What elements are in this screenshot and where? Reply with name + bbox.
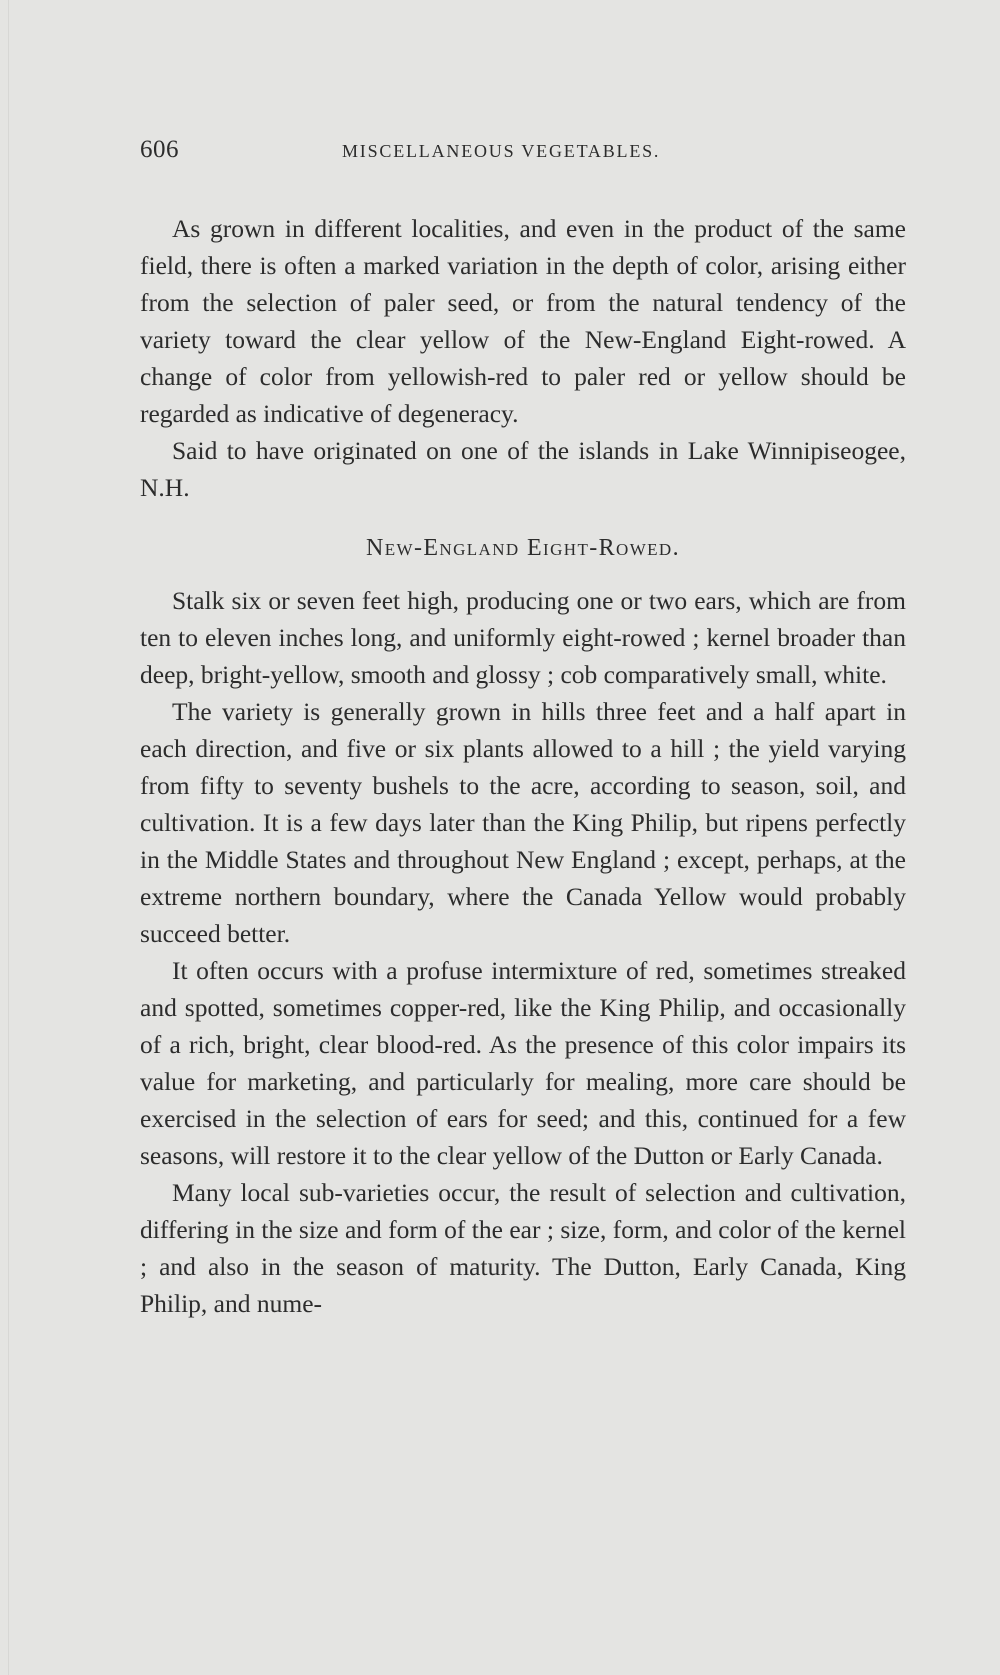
page-body xyxy=(140,210,906,1322)
page-number: 606 xyxy=(140,136,179,163)
paragraph-color-variation: As grown in different localities, and even in the product of the same field, there is often a marked variation in the depth of color, arising either from the selection of paler seed, or from the natural tendency of the variety toward the clear yellow of the New-England Eight-rowed. A change of color from yellowish-red to paler red or yellow should be regarded as indicative of degeneracy. xyxy=(140,214,906,428)
page-edge xyxy=(8,0,9,1675)
paragraph-description: Stalk six or seven feet high, producing one or two ears, which are from ten to eleven inches long, and uniformly eight-rowed ; kernel broader than deep, bright-yellow, smooth and glossy ; cob comparatively small, white. xyxy=(140,586,906,689)
paragraph-sub-varieties: Many local sub-varieties occur, the result of selection and cultivation, differing in the size and form of the ear ; size, form, and color of the kernel ; and also in the season of maturity. The Dutton, Early Canada, King Philip, and nume- xyxy=(140,1178,906,1318)
page-header xyxy=(140,136,908,176)
paragraph-cultivation: The variety is generally grown in hills three feet and a half apart in each direction, and five or six plants allowed to a hill ; the yield varying from fifty to seventy bushels to the acre, according to season, soil, and cultivation. It is a few days later than the King Philip, but ripens perfectly in the Middle States and throughout New England ; except, perhaps, at the extreme northern boundary, where the Canada Yellow would probably succeed better. xyxy=(140,697,906,948)
paragraph-origin: Said to have originated on one of the islands in Lake Winnipiseogee, N.H. xyxy=(140,436,906,502)
section-heading: New-England Eight-Rowed. xyxy=(365,535,681,561)
running-title: MISCELLANEOUS VEGETABLES. xyxy=(342,141,661,161)
paragraph-red-intermixture: It often occurs with a profuse intermixture of red, sometimes streaked and spotted, sometimes copper-red, like the King Philip, and occasionally of a rich, bright, clear blood-red. As the presence of this color impairs its value for marketing, and particularly for mealing, more care should be exercised in the selection of ears for seed; and this, continued for a few seasons, will restore it to the clear yellow of the Dutton or Early Canada. xyxy=(140,956,906,1170)
